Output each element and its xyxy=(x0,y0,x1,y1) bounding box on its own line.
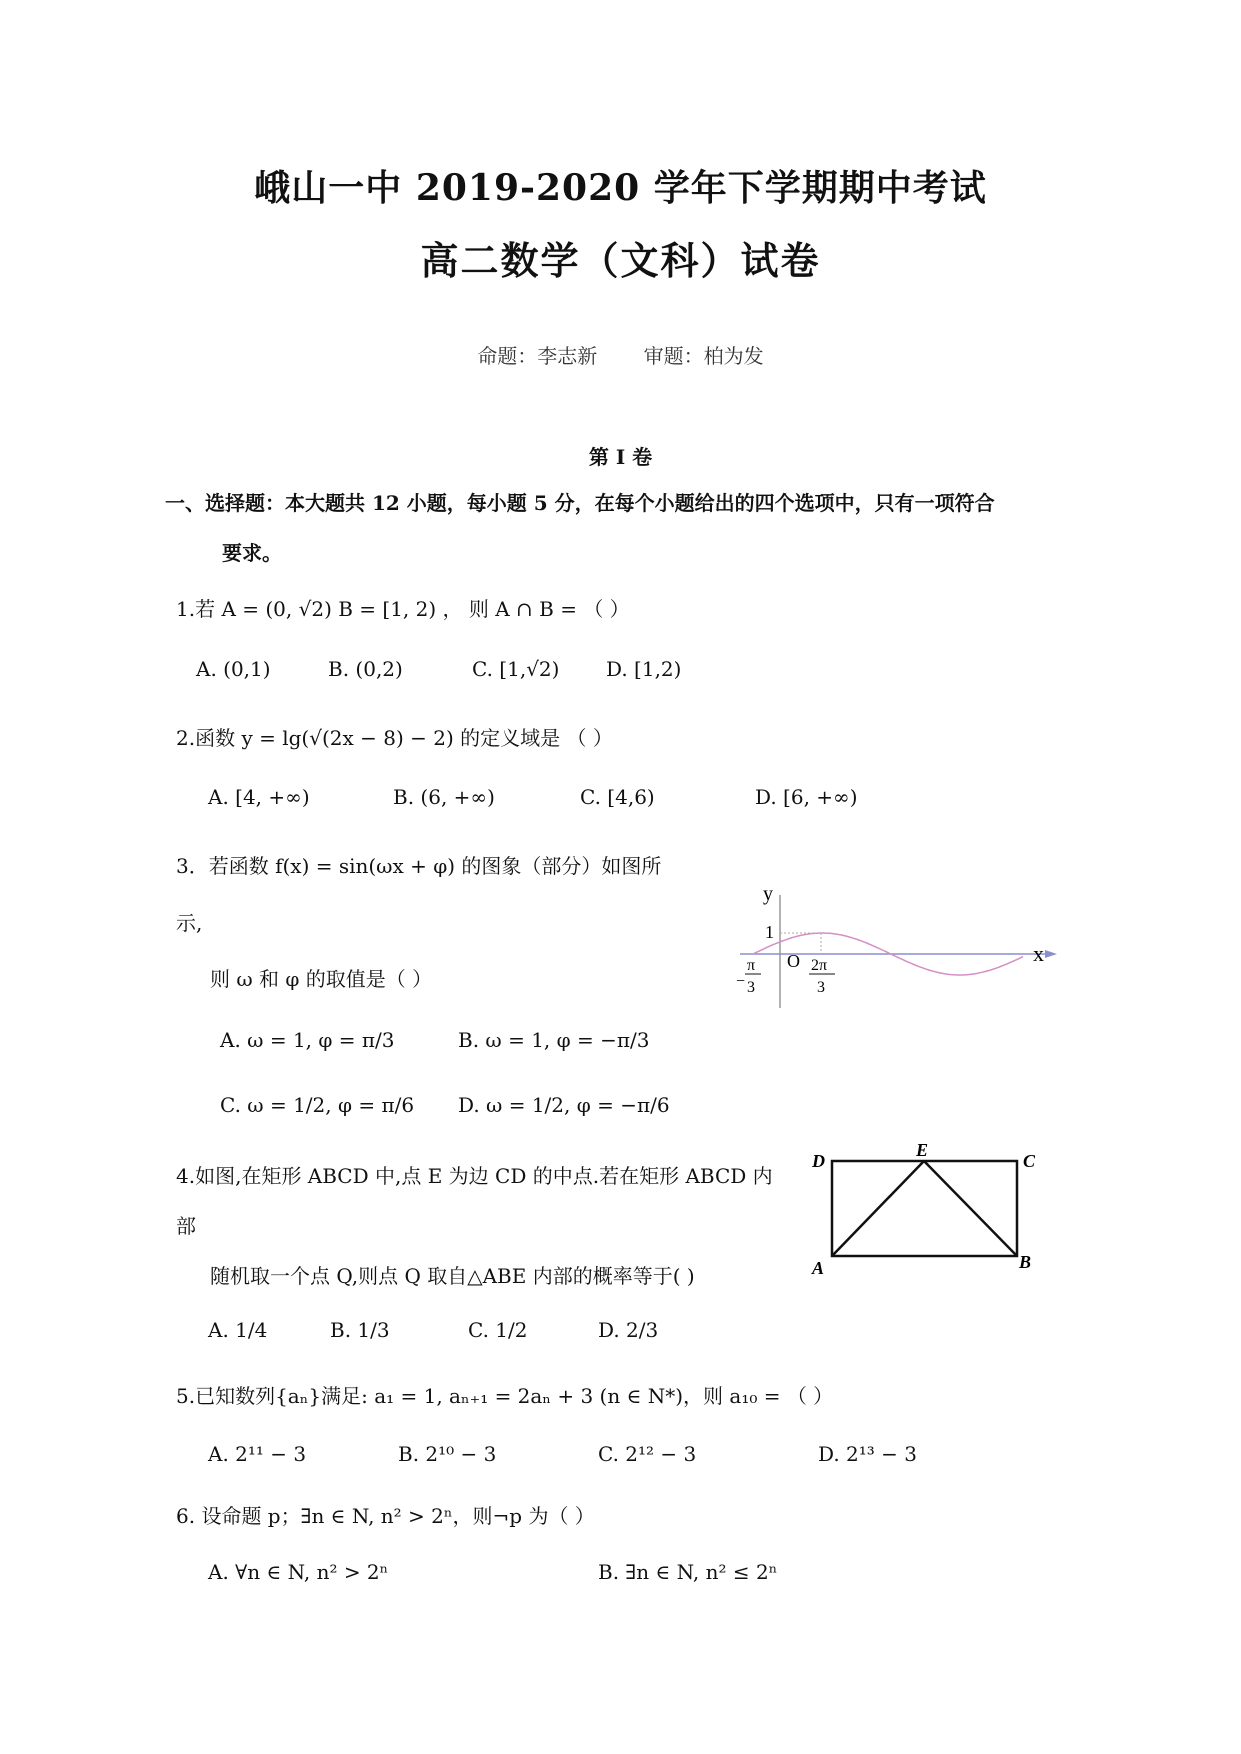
q6-option-b: B. ∃n ∈ N, n² ≤ 2ⁿ xyxy=(598,1560,778,1584)
volume-label: 第 I 卷 xyxy=(588,445,653,469)
q5-option-c: C. 2¹² − 3 xyxy=(598,1442,697,1466)
author: 命题：李志新 xyxy=(477,344,598,368)
rectangle-figure xyxy=(810,1140,1050,1280)
question-4-prompt: 随机取一个点 Q,则点 Q 取自△ABE 内部的概率等于( ) xyxy=(210,1264,695,1288)
q1-option-c: C. [1,√2) xyxy=(472,657,560,681)
label-b: B xyxy=(1019,1252,1032,1272)
graph-right-num: 2π xyxy=(811,957,828,974)
question-1-stem: 1.若 A = (0, √2) B = [1, 2) ， 则 A ∩ B = （ ） xyxy=(176,597,630,621)
q2-option-a: A. [4, +∞) xyxy=(208,785,310,809)
question-3-stem: 3．若函数 f(x) = sin(ωx + φ) 的图象（部分）如图所 xyxy=(176,854,662,878)
q1-option-b: B. (0,2) xyxy=(328,657,403,681)
segment-be xyxy=(924,1161,1017,1256)
question-3-prompt: 则 ω 和 φ 的取值是（ ） xyxy=(210,967,433,991)
segment-ae xyxy=(832,1161,924,1256)
question-5-stem: 5.已知数列{aₙ}满足: a₁ = 1, aₙ₊₁ = 2aₙ + 3 (n ∈ N*)，则 a₁₀ = （ ） xyxy=(176,1384,834,1408)
q3-option-b: B. ω = 1, φ = −π/3 xyxy=(458,1028,650,1052)
question-2-stem: 2.函数 y = lg(√(2x − 8) − 2) 的定义域是 （ ） xyxy=(176,726,613,750)
q1-option-d: D. [1,2) xyxy=(606,657,682,681)
reviewer: 审题：柏为发 xyxy=(643,344,764,368)
question-6-stem: 6. 设命题 p；∃n ∈ N, n² > 2ⁿ，则¬p 为（ ） xyxy=(176,1504,595,1528)
q5-option-d: D. 2¹³ − 3 xyxy=(818,1442,917,1466)
question-4-stem: 4.如图,在矩形 ABCD 中,点 E 为边 CD 的中点.若在矩形 ABCD 内 xyxy=(176,1164,773,1188)
label-e: E xyxy=(916,1140,929,1160)
graph-x-label: x xyxy=(1033,941,1044,966)
q2-option-c: C. [4,6) xyxy=(580,785,655,809)
label-d: D xyxy=(812,1151,825,1171)
q2-option-d: D. [6, +∞) xyxy=(755,785,858,809)
graph-right-den: 3 xyxy=(817,979,825,996)
graph-origin-label: O xyxy=(787,951,800,971)
x-axis-arrow-icon xyxy=(1045,950,1057,958)
exam-title: 峨山一中 2019-2020 学年下学期期中考试 xyxy=(254,167,987,209)
graph-left-den: 3 xyxy=(747,979,755,996)
q5-option-b: B. 2¹⁰ − 3 xyxy=(398,1442,497,1466)
sine-graph xyxy=(735,880,1065,1020)
question-4-stem-cont: 部 xyxy=(176,1214,196,1238)
q1-option-a: A. (0,1) xyxy=(196,657,271,681)
q4-option-a: A. 1/4 xyxy=(208,1318,268,1342)
q4-option-c: C. 1/2 xyxy=(468,1318,528,1342)
question-3-stem-cont: 示, xyxy=(176,911,203,935)
q4-option-b: B. 1/3 xyxy=(330,1318,390,1342)
label-a: A xyxy=(812,1258,825,1278)
section-heading: 一、选择题：本大题共 12 小题，每小题 5 分，在每个小题给出的四个选项中，只有一项符合 xyxy=(165,491,995,515)
graph-left-sign: − xyxy=(736,973,746,990)
graph-y-label: y xyxy=(763,883,773,905)
q3-option-d: D. ω = 1/2, φ = −π/6 xyxy=(458,1093,670,1117)
q6-option-a: A. ∀n ∈ N, n² > 2ⁿ xyxy=(208,1560,389,1584)
q3-option-a: A. ω = 1, φ = π/3 xyxy=(220,1028,395,1052)
rectangle-abcd xyxy=(832,1161,1017,1256)
graph-one-label: 1 xyxy=(765,922,774,942)
q4-option-d: D. 2/3 xyxy=(598,1318,659,1342)
graph-left-num: π xyxy=(747,957,756,974)
label-c: C xyxy=(1023,1151,1036,1171)
q3-option-c: C. ω = 1/2, φ = π/6 xyxy=(220,1093,415,1117)
authors-line xyxy=(0,340,1241,369)
section-heading-cont: 要求。 xyxy=(222,541,282,565)
q5-option-a: A. 2¹¹ − 3 xyxy=(208,1442,307,1466)
exam-subtitle: 高二数学（文科）试卷 xyxy=(420,238,821,283)
q2-option-b: B. (6, +∞) xyxy=(393,785,495,809)
